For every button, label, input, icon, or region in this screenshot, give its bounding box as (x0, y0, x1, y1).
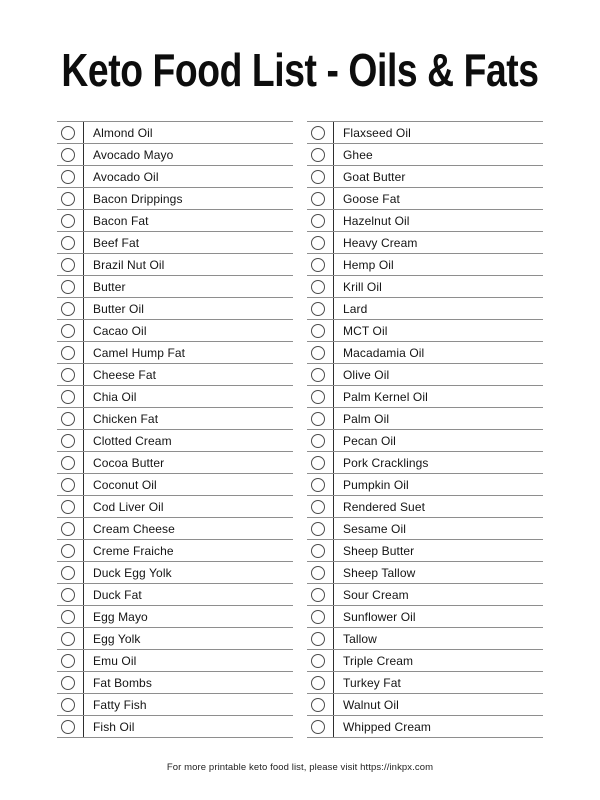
checkbox-cell (57, 562, 84, 583)
item-label: Heavy Cream (343, 235, 418, 250)
circle-checkbox-icon[interactable] (311, 346, 325, 360)
item-label: Sesame Oil (343, 521, 407, 536)
circle-checkbox-icon[interactable] (61, 478, 75, 492)
circle-checkbox-icon[interactable] (311, 588, 325, 602)
circle-checkbox-icon[interactable] (61, 368, 75, 382)
circle-checkbox-icon[interactable] (311, 456, 325, 470)
checklist-row (57, 363, 293, 385)
circle-checkbox-icon[interactable] (311, 500, 325, 514)
item-label: Goose Fat (343, 191, 400, 206)
checkbox-cell (57, 276, 84, 297)
checkbox-cell (307, 650, 334, 671)
checklist-row (57, 187, 293, 209)
item-label: Fish Oil (93, 719, 135, 734)
checkbox-cell (307, 298, 334, 319)
circle-checkbox-icon[interactable] (61, 280, 75, 294)
checklist-row (57, 209, 293, 231)
item-label: Pumpkin Oil (343, 477, 409, 492)
checkbox-cell (57, 716, 84, 737)
item-label: Avocado Mayo (93, 147, 174, 162)
checkbox-cell (307, 122, 334, 143)
circle-checkbox-icon[interactable] (61, 170, 75, 184)
checklist-row (307, 451, 543, 473)
checklist-row (57, 165, 293, 187)
item-label: Cod Liver Oil (93, 499, 164, 514)
item-label: Egg Mayo (93, 609, 148, 624)
circle-checkbox-icon[interactable] (61, 522, 75, 536)
circle-checkbox-icon[interactable] (311, 654, 325, 668)
checkbox-cell (307, 452, 334, 473)
circle-checkbox-icon[interactable] (311, 214, 325, 228)
checkbox-cell (307, 144, 334, 165)
checkbox-cell (57, 166, 84, 187)
checkbox-cell (57, 628, 84, 649)
checklist-row (307, 583, 543, 605)
item-label: Macadamia Oil (343, 345, 425, 360)
checklist-row (57, 671, 293, 693)
checklist-row (307, 429, 543, 451)
checkbox-cell (307, 672, 334, 693)
checkbox-cell (57, 232, 84, 253)
item-label: Camel Hump Fat (93, 345, 186, 360)
checklist-row (57, 715, 293, 737)
item-label: Palm Kernel Oil (343, 389, 428, 404)
checkbox-cell (307, 518, 334, 539)
page-title: Keto Food List - Oils & Fats (61, 44, 539, 96)
checklist-row (307, 671, 543, 693)
circle-checkbox-icon[interactable] (311, 698, 325, 712)
checkbox-cell (57, 364, 84, 385)
checklist-row (307, 715, 543, 737)
item-label: Whipped Cream (343, 719, 432, 734)
item-label: Chicken Fat (93, 411, 159, 426)
checkbox-cell (307, 540, 334, 561)
checkbox-cell (57, 650, 84, 671)
checkbox-cell (57, 452, 84, 473)
item-label: Rendered Suet (343, 499, 426, 514)
checklist-row (307, 165, 543, 187)
circle-checkbox-icon[interactable] (311, 522, 325, 536)
checklist-row (57, 495, 293, 517)
circle-checkbox-icon[interactable] (311, 324, 325, 338)
checklist-row (57, 121, 293, 143)
checkbox-cell (57, 320, 84, 341)
checkbox-cell (307, 694, 334, 715)
item-label: Coconut Oil (93, 477, 157, 492)
circle-checkbox-icon[interactable] (61, 610, 75, 624)
circle-checkbox-icon[interactable] (61, 698, 75, 712)
checklist-row (57, 583, 293, 605)
checkbox-cell (57, 672, 84, 693)
item-label: Pork Cracklings (343, 455, 429, 470)
circle-checkbox-icon[interactable] (61, 412, 75, 426)
item-label: Emu Oil (93, 653, 137, 668)
item-label: Pecan Oil (343, 433, 396, 448)
checkbox-cell (307, 628, 334, 649)
circle-checkbox-icon[interactable] (311, 368, 325, 382)
checklist-row (307, 209, 543, 231)
checkbox-cell (57, 144, 84, 165)
item-label: Sheep Butter (343, 543, 415, 558)
checklist-row (57, 297, 293, 319)
checkbox-cell (307, 188, 334, 209)
checkbox-cell (57, 122, 84, 143)
circle-checkbox-icon[interactable] (61, 346, 75, 360)
checklist-row (57, 143, 293, 165)
circle-checkbox-icon[interactable] (61, 214, 75, 228)
checkbox-cell (57, 210, 84, 231)
circle-checkbox-icon[interactable] (61, 654, 75, 668)
item-label: Beef Fat (93, 235, 140, 250)
circle-checkbox-icon[interactable] (61, 324, 75, 338)
checklist-row (57, 341, 293, 363)
checkbox-cell (307, 276, 334, 297)
checkbox-cell (307, 166, 334, 187)
circle-checkbox-icon[interactable] (311, 478, 325, 492)
checklist-row (307, 627, 543, 649)
checkbox-cell (57, 584, 84, 605)
checkbox-cell (307, 364, 334, 385)
checklist-row (57, 517, 293, 539)
item-label: Cocoa Butter (93, 455, 165, 470)
checkbox-cell (307, 320, 334, 341)
circle-checkbox-icon[interactable] (61, 676, 75, 690)
item-label: Egg Yolk (93, 631, 141, 646)
item-label: Tallow (343, 631, 377, 646)
item-label: Hazelnut Oil (343, 213, 410, 228)
checkbox-cell (57, 386, 84, 407)
checklist-row (57, 451, 293, 473)
circle-checkbox-icon[interactable] (311, 126, 325, 140)
checklist (57, 121, 543, 738)
checklist-row (57, 627, 293, 649)
checkbox-cell (57, 188, 84, 209)
item-label: Triple Cream (343, 653, 414, 668)
circle-checkbox-icon[interactable] (311, 192, 325, 206)
checklist-row (307, 495, 543, 517)
item-label: Krill Oil (343, 279, 382, 294)
checkbox-cell (307, 232, 334, 253)
checkbox-cell (307, 254, 334, 275)
checklist-row (57, 231, 293, 253)
item-label: Almond Oil (93, 125, 153, 140)
item-label: Palm Oil (343, 411, 390, 426)
checkbox-cell (307, 474, 334, 495)
circle-checkbox-icon[interactable] (61, 390, 75, 404)
circle-checkbox-icon[interactable] (311, 258, 325, 272)
item-label: Cheese Fat (93, 367, 157, 382)
checklist-row (57, 319, 293, 341)
circle-checkbox-icon[interactable] (61, 258, 75, 272)
item-label: Ghee (343, 147, 373, 162)
item-label: Flaxseed Oil (343, 125, 411, 140)
circle-checkbox-icon[interactable] (61, 434, 75, 448)
item-label: Brazil Nut Oil (93, 257, 165, 272)
item-label: Duck Egg Yolk (93, 565, 172, 580)
circle-checkbox-icon[interactable] (311, 676, 325, 690)
item-label: Duck Fat (93, 587, 142, 602)
circle-checkbox-icon[interactable] (61, 148, 75, 162)
item-label: Bacon Drippings (93, 191, 183, 206)
checkbox-cell (307, 342, 334, 363)
item-label: Hemp Oil (343, 257, 394, 272)
checkbox-cell (57, 408, 84, 429)
checklist-column-left (57, 121, 293, 738)
checkbox-cell (57, 496, 84, 517)
item-label: Bacon Fat (93, 213, 149, 228)
checkbox-cell (307, 430, 334, 451)
item-label: Goat Butter (343, 169, 406, 184)
checklist-row (307, 253, 543, 275)
item-label: Sheep Tallow (343, 565, 416, 580)
item-label: Clotted Cream (93, 433, 172, 448)
checkbox-cell (307, 562, 334, 583)
circle-checkbox-icon[interactable] (311, 390, 325, 404)
checklist-row (307, 231, 543, 253)
circle-checkbox-icon[interactable] (311, 566, 325, 580)
checkbox-cell (307, 716, 334, 737)
item-label: Chia Oil (93, 389, 137, 404)
circle-checkbox-icon[interactable] (61, 544, 75, 558)
circle-checkbox-icon[interactable] (311, 544, 325, 558)
circle-checkbox-icon[interactable] (61, 192, 75, 206)
item-label: Cream Cheese (93, 521, 175, 536)
item-label: Butter Oil (93, 301, 145, 316)
circle-checkbox-icon[interactable] (61, 720, 75, 734)
checkbox-cell (307, 210, 334, 231)
circle-checkbox-icon[interactable] (61, 588, 75, 602)
checklist-row (307, 187, 543, 209)
checkbox-cell (57, 518, 84, 539)
checklist-row (307, 275, 543, 297)
circle-checkbox-icon[interactable] (61, 456, 75, 470)
item-label: MCT Oil (343, 323, 388, 338)
checkbox-cell (57, 254, 84, 275)
item-label: Walnut Oil (343, 697, 399, 712)
checkbox-cell (307, 386, 334, 407)
checkbox-cell (57, 606, 84, 627)
checklist-row (57, 539, 293, 561)
checklist-row (57, 385, 293, 407)
circle-checkbox-icon[interactable] (311, 412, 325, 426)
checkbox-cell (57, 342, 84, 363)
item-label: Olive Oil (343, 367, 390, 382)
checklist-row (307, 363, 543, 385)
checkbox-cell (57, 298, 84, 319)
checklist-column-right (307, 121, 543, 738)
checkbox-cell (57, 540, 84, 561)
circle-checkbox-icon[interactable] (311, 302, 325, 316)
checkbox-cell (307, 584, 334, 605)
checklist-row (307, 407, 543, 429)
checklist-row (307, 517, 543, 539)
checklist-row (307, 605, 543, 627)
circle-checkbox-icon[interactable] (61, 302, 75, 316)
circle-checkbox-icon[interactable] (311, 148, 325, 162)
circle-checkbox-icon[interactable] (61, 566, 75, 580)
checkbox-cell (57, 474, 84, 495)
checklist-row (57, 605, 293, 627)
checkbox-cell (57, 694, 84, 715)
item-label: Turkey Fat (343, 675, 401, 690)
item-label: Sour Cream (343, 587, 409, 602)
circle-checkbox-icon[interactable] (311, 720, 325, 734)
checklist-row (307, 561, 543, 583)
item-label: Lard (343, 301, 368, 316)
checklist-row (57, 429, 293, 451)
checklist-row (307, 319, 543, 341)
circle-checkbox-icon[interactable] (61, 126, 75, 140)
circle-checkbox-icon[interactable] (311, 434, 325, 448)
item-label: Cacao Oil (93, 323, 147, 338)
circle-checkbox-icon[interactable] (61, 632, 75, 646)
checklist-row (307, 693, 543, 715)
circle-checkbox-icon[interactable] (311, 280, 325, 294)
checklist-row (57, 473, 293, 495)
circle-checkbox-icon[interactable] (311, 610, 325, 624)
checklist-row (307, 297, 543, 319)
item-label: Fat Bombs (93, 675, 152, 690)
circle-checkbox-icon[interactable] (61, 236, 75, 250)
footer-note: For more printable keto food list, please visit https://inkpx.com (166, 762, 434, 773)
circle-checkbox-icon[interactable] (311, 170, 325, 184)
checklist-row (57, 693, 293, 715)
checklist-row (57, 561, 293, 583)
checkbox-cell (307, 496, 334, 517)
circle-checkbox-icon[interactable] (311, 236, 325, 250)
checklist-row (57, 407, 293, 429)
item-label: Fatty Fish (93, 697, 147, 712)
checkbox-cell (307, 408, 334, 429)
item-label: Butter (93, 279, 126, 294)
checklist-row (307, 121, 543, 143)
checklist-row (307, 649, 543, 671)
checklist-row (307, 143, 543, 165)
checklist-row (57, 275, 293, 297)
checklist-row (307, 385, 543, 407)
checkbox-cell (307, 606, 334, 627)
checklist-row (307, 341, 543, 363)
checkbox-cell (57, 430, 84, 451)
item-label: Creme Fraiche (93, 543, 174, 558)
checklist-row (307, 539, 543, 561)
checklist-row (57, 253, 293, 275)
circle-checkbox-icon[interactable] (61, 500, 75, 514)
checklist-row (57, 649, 293, 671)
circle-checkbox-icon[interactable] (311, 632, 325, 646)
item-label: Avocado Oil (93, 169, 159, 184)
item-label: Sunflower Oil (343, 609, 416, 624)
checklist-row (307, 473, 543, 495)
